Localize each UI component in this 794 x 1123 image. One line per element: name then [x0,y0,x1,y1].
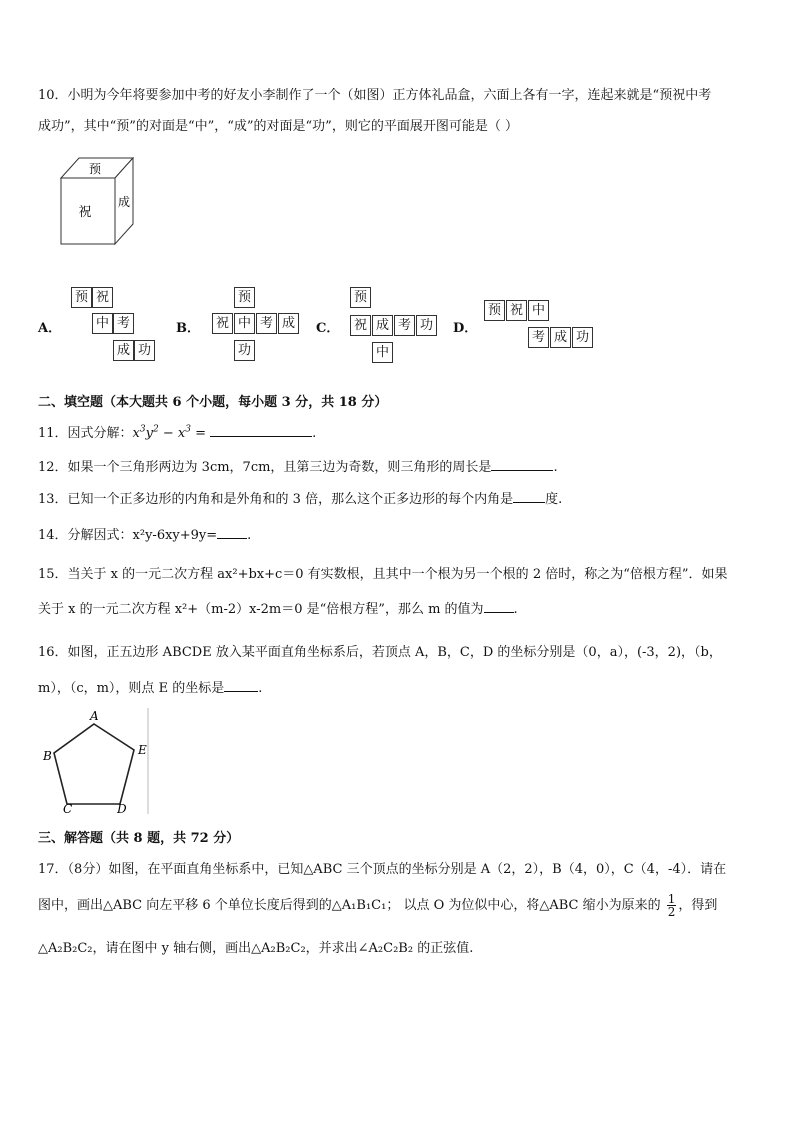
q15-line1: 15．当关于 x 的一元二次方程 ax²+bx+c＝0 有实数根，且其中一个根为另一个根的 2 倍时，称之为“倍根方程”．如果 [38,567,728,582]
q13-answer-blank[interactable] [513,489,545,503]
option-d-label: D． [453,321,478,336]
q12-answer-blank[interactable] [491,457,553,471]
option-c-label: C． [316,321,340,336]
net-cell: 预 [71,287,92,308]
q13-text: 13．已知一个正多边形的内角和是外角和的 3 倍，那么这个正多边形的每个内角是 [38,492,514,507]
q14 [38,524,251,543]
q11 [38,422,316,441]
q11-expression: $x^3y^2 - x^3$ = [132,424,206,441]
q17-line2a: 图中，画出△ABC 向左平移 6 个单位长度后得到的△A₁B₁C₁； 以点 O 为位似中心，将△ABC 缩小为原来的 [38,898,661,913]
option-a-label: A． [38,321,62,336]
net-cell: 成 [113,340,134,361]
cube-right-text: 成 [117,195,131,209]
q15-answer-blank[interactable] [484,599,514,613]
net-cell: 成 [278,313,299,334]
q16-line1: 16．如图，正五边形 ABCDE 放入某平面直角坐标系后，若顶点 A，B，C，D 的坐标分别是（0，a），(-3，2)，（b， [38,645,722,660]
section-2-heading: 二、填空题（本大题共 6 个小题，每小题 3 分，共 18 分） [38,395,388,410]
net-cell: 祝 [92,287,113,308]
q10-line1: 10．小明为今年将要参加中考的好友小李制作了一个（如图）正方体礼品盒，六面上各有一字，连起来就是“预祝中考 [38,88,712,103]
q12-suffix: . [553,460,558,475]
net-cell: 成 [372,315,393,336]
net-cell: 预 [234,287,255,308]
net-cell: 功 [234,340,255,361]
net-cell: 预 [350,287,371,308]
vertex-c-label: C [63,802,73,816]
net-cell: 考 [113,313,134,334]
net-cell: 中 [234,313,255,334]
cube-front-text: 祝 [78,205,92,220]
q15-line2-text: 关于 x 的一元二次方程 x²+（m-2）x-2m＝0 是“倍根方程”，那么 m 的值为 [38,602,484,617]
q12 [38,456,558,475]
q17-line2 [38,893,717,918]
q16-answer-blank[interactable] [224,678,258,692]
vertex-a-label: A [90,709,99,723]
net-cell: 中 [92,313,113,334]
net-cell: 祝 [506,300,527,321]
net-cell: 考 [394,315,415,336]
q15-line2 [38,598,518,617]
option-b-label: B． [176,321,200,336]
q17-line3: △A₂B₂C₂，请在图中 y 轴右侧，画出△A₂B₂C₂，并求出∠A₂C₂B₂ 的正弦值. [38,941,474,956]
q11-prefix: 11．因式分解： [38,426,133,441]
net-cell: 预 [484,300,505,321]
q11-suffix: . [312,426,317,441]
pentagon-figure [38,706,150,816]
fraction-numerator: 1 [667,892,676,906]
q14-suffix: . [247,528,252,543]
fraction-denominator: 2 [667,905,676,919]
net-cell: 中 [528,300,549,321]
pentagon-abcde [54,724,134,804]
vertex-e-label: E [138,743,147,757]
one-half-fraction [667,893,677,918]
net-cell: 考 [256,313,277,334]
net-cell: 功 [134,340,155,361]
q11-answer-blank[interactable] [210,423,312,437]
vertex-d-label: D [117,802,127,816]
q13 [38,488,562,507]
q15-suffix: . [513,602,518,617]
net-cell: 考 [528,327,549,348]
q16-suffix: . [258,681,263,696]
net-cell: 祝 [350,315,371,336]
q13-suffix: 度. [545,492,563,507]
section-3-heading: 三、解答题（共 8 题，共 72 分） [38,831,240,846]
net-cell: 成 [550,327,571,348]
q14-answer-blank[interactable] [217,525,247,539]
net-cell: 功 [416,315,437,336]
cube-top-text: 预 [88,162,102,176]
net-cell: 祝 [212,313,233,334]
q17-line2b: ，得到 [678,898,718,913]
q14-text: 14．分解因式：x²y-6xy+9y= [38,528,218,543]
q12-text: 12．如果一个三角形两边为 3cm，7cm，且第三边为奇数，则三角形的周长是 [38,460,492,475]
q10-line2: 成功”，其中“预”的对面是“中”，“成”的对面是“功”，则它的平面展开图可能是（ ） [38,119,518,134]
vertex-b-label: B [43,749,52,763]
cube-figure [55,154,135,246]
q16-line2-text: m），（c，m），则点 E 的坐标是 [38,681,225,696]
q17-line1: 17．（8分）如图，在平面直角坐标系中，已知△ABC 三个顶点的坐标分别是 A（2，2），B（4，0），C（4，-4）．请在 [38,862,727,877]
net-cell: 功 [572,327,593,348]
q16-line2 [38,677,262,696]
net-cell: 中 [372,342,393,363]
